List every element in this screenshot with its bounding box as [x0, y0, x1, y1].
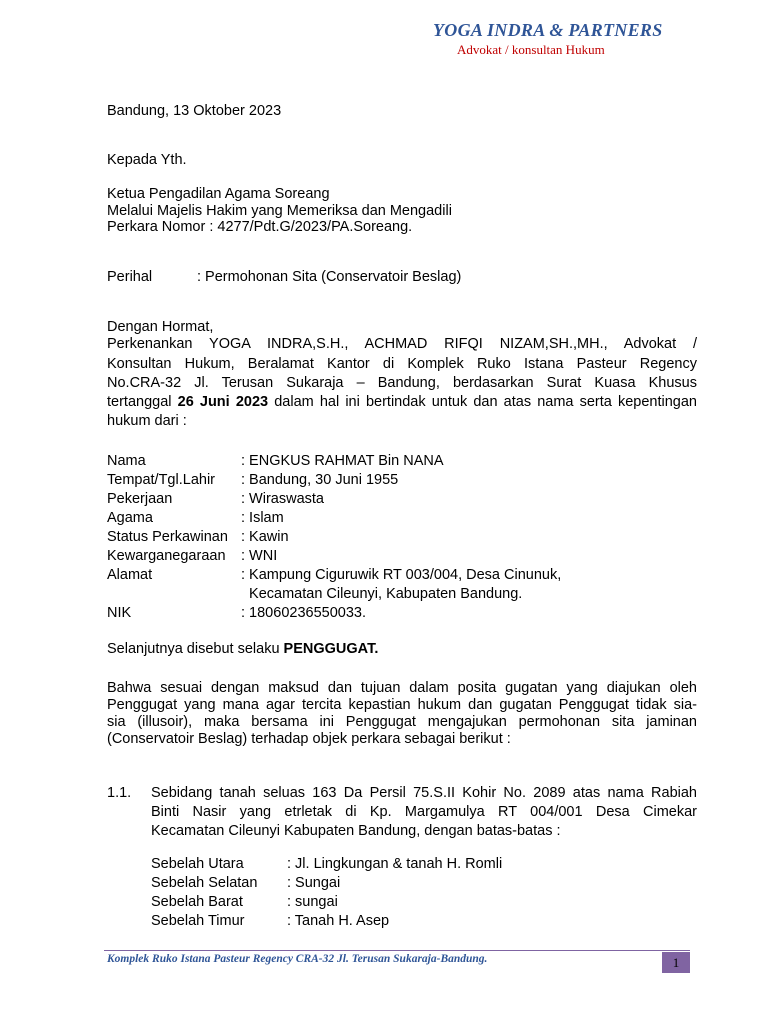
perihal-label: Perihal [107, 269, 153, 285]
identity-value: Kecamatan Cileunyi, Kabupaten Bandung. [241, 586, 523, 602]
footer-address: Komplek Ruko Istana Pasteur Regency CRA-32 Jl. Terusan Sukaraja-Bandung. [107, 953, 488, 965]
recipient-line: Melalui Majelis Hakim yang Memeriksa dan Mengadili [107, 203, 452, 219]
boundary-value: : sungai [287, 894, 338, 910]
penggugat-label: PENGGUGAT. [283, 641, 379, 657]
identity-value: : WNI [241, 548, 278, 564]
identity-label: Status Perkawinan [107, 529, 228, 545]
recipient-line: Ketua Pengadilan Agama Soreang [107, 186, 330, 202]
identity-value: : Wiraswasta [241, 491, 324, 507]
identity-label: Agama [107, 510, 153, 526]
boundary-label: Sebelah Timur [151, 913, 245, 929]
body-line: (Conservatoir Beslag) terhadap objek perkara sebagai berikut : [107, 731, 511, 747]
identity-label: Tempat/Tgl.Lahir [107, 472, 215, 488]
identity-label: Kewarganegaraan [107, 548, 226, 564]
intro-line-with-date [107, 393, 697, 412]
body-line: sia (illusoir), maka bersama ini Penggugat mengajukan permohonan sita jaminan [107, 714, 697, 730]
penggugat-text: Selanjutnya disebut selaku [107, 641, 284, 657]
intro-line: Perkenankan YOGA INDRA,S.H., ACHMAD RIFQI NIZAM,SH.,MH., Advokat / [107, 336, 697, 352]
intro-line: hukum dari : [107, 413, 187, 429]
power-of-attorney-date: 26 Juni 2023 [177, 394, 269, 410]
greeting: Dengan Hormat, [107, 319, 214, 335]
firm-name: YOGA INDRA & PARTNERS [433, 20, 663, 40]
intro-text: dalam hal ini bertindak untuk dan atas nama serta kepentingan [268, 394, 697, 410]
place-date: Bandung, 13 Oktober 2023 [107, 103, 282, 119]
identity-label: Alamat [107, 567, 153, 583]
page-number: 1 [662, 952, 690, 973]
item-number: 1.1. [107, 785, 132, 801]
boundary-label: Sebelah Barat [151, 894, 243, 910]
intro-line: Konsultan Hukum, Beralamat Kantor di Komplek Ruko Istana Pasteur Regency [107, 356, 697, 372]
identity-label: NIK [107, 605, 132, 621]
identity-value: : ENGKUS RAHMAT Bin NANA [241, 453, 444, 469]
intro-line: No.CRA-32 Jl. Terusan Sukaraja – Bandung, berdasarkan Surat Kuasa Khusus [107, 375, 697, 391]
boundary-value: : Jl. Lingkungan & tanah H. Romli [287, 856, 503, 872]
identity-value: : Kampung Ciguruwik RT 003/004, Desa Cinunuk, [241, 567, 562, 583]
item-line: Kecamatan Cileunyi Kabupaten Bandung, dengan batas-batas : [151, 823, 561, 839]
perihal-value: : Permohonan Sita (Conservatoir Beslag) [197, 269, 462, 285]
boundary-value: : Tanah H. Asep [287, 913, 390, 929]
boundary-label: Sebelah Utara [151, 856, 244, 872]
firm-subtitle: Advokat / konsultan Hukum [457, 42, 605, 57]
identity-value: : Kawin [241, 529, 289, 545]
intro-text: tertanggal [107, 394, 178, 410]
footer-divider [104, 950, 690, 951]
salutation-to: Kepada Yth. [107, 152, 187, 168]
penggugat-line [107, 641, 378, 658]
body-line: Bahwa sesuai dengan maksud dan tujuan dalam posita gugatan yang diajukan oleh [107, 680, 697, 696]
identity-value: : Islam [241, 510, 284, 526]
boundary-label: Sebelah Selatan [151, 875, 258, 891]
identity-label: Pekerjaan [107, 491, 173, 507]
item-line: Binti Nasir yang etrletak di Kp. Margamulya RT 004/001 Desa Cimekar [151, 804, 697, 820]
item-line: Sebidang tanah seluas 163 Da Persil 75.S.II Kohir No. 2089 atas nama Rabiah [151, 785, 697, 801]
boundary-value: : Sungai [287, 875, 341, 891]
identity-value: : Bandung, 30 Juni 1955 [241, 472, 399, 488]
recipient-line: Perkara Nomor : 4277/Pdt.G/2023/PA.Soreang. [107, 219, 413, 235]
identity-value: : 18060236550033. [241, 605, 366, 621]
identity-label: Nama [107, 453, 146, 469]
body-line: Penggugat yang mana agar tercita kepastian hukum dan gugatan Penggugat tidak sia- [107, 697, 697, 713]
